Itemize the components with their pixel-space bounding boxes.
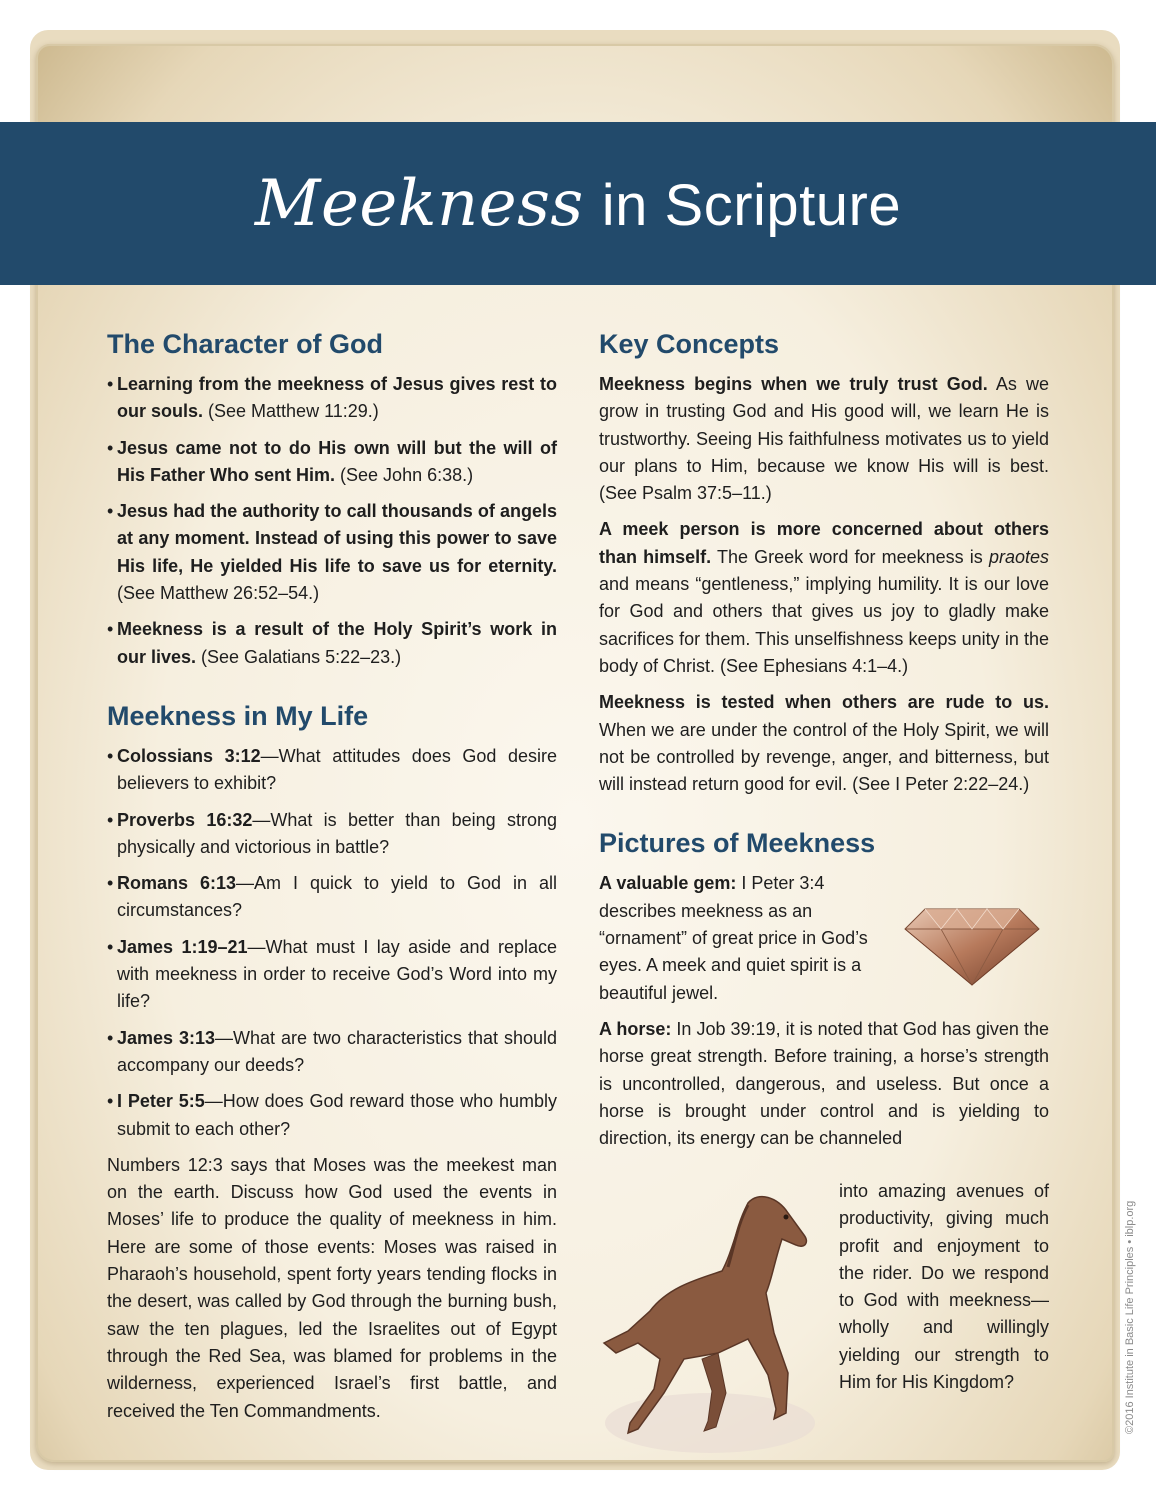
- gem-paragraph: A valuable gem: I Peter 3:4 describes meekness as an “ornament” of great price in God’s eyes. A meek and quiet spirit is a beautiful jewel.: [599, 870, 1049, 1006]
- character-list: [107, 371, 557, 671]
- list-item: • Jesus came not to do His own will but the will of His Father Who sent Him. (See John 6:38.): [107, 435, 557, 490]
- list-item: • Romans 6:13—Am I quick to yield to God in all circumstances?: [107, 870, 557, 925]
- heading-character-of-god: The Character of God: [107, 329, 384, 359]
- moses-paragraph: Numbers 12:3 says that Moses was the meekest man on the earth. Discuss how God used the events in Moses’ life to produce the quality of meekness in him. Here are some of those events: Moses was raised in Pharaoh’s household, spent forty years tending flocks in the desert, was called by God through the burning bush, saw the ten plagues, led the Israelites out of Egypt through the Red Sea, was blamed for problems in the wilderness, experienced Israel’s first battle, and received the Ten Commandments.: [107, 1154, 557, 1421]
- concept-tested: Meekness is tested when others are rude to us. When we are under the control of the Holy Spirit, we will not be controlled by revenge, anger, and bitterness, but will instead return good for evil. (See I Peter 2:22–24.): [599, 692, 1049, 795]
- list-item: • Proverbs 16:32—What is better than being strong physically and victorious in battle?: [107, 807, 557, 862]
- list-item: • James 1:19–21—What must I lay aside and replace with meekness in order to receive God’s Word into my life?: [107, 934, 557, 1016]
- title-rest: in Scripture: [601, 172, 902, 238]
- title-banner: [0, 122, 1156, 285]
- mylife-list: [107, 743, 557, 1143]
- right-column: [599, 325, 1049, 1161]
- list-item: • Colossians 3:12—What attitudes does God desire believers to exhibit?: [107, 743, 557, 798]
- list-item: • Meekness is a result of the Holy Spirit’s work in our lives. (See Galatians 5:22–23.): [107, 616, 557, 671]
- horse-paragraph-continued: into amazing avenues of productivity, giving much profit and enjoyment to the rider. Do we respond to God with meekness—wholly and willingly yielding our strength to Him for His Kingdom?: [839, 1181, 1049, 1393]
- page-title: [255, 167, 901, 241]
- concept-others: A meek person is more concerned about others than himself. The Greek word for meekness is praotes and means “gentleness,” implying humility. It is our love for God and others that gives us joy to gladly make sacrifices for them. This unselfishness keeps unity in the body of Christ. (See Ephesians 4:1–4.): [599, 519, 1050, 676]
- heading-meekness-in-my-life: Meekness in My Life: [107, 700, 369, 731]
- list-item: • James 3:13—What are two characteristics that should accompany our deeds?: [107, 1025, 557, 1080]
- horse-illustration: [598, 1183, 830, 1463]
- gem-icon: [903, 905, 1041, 987]
- left-column: [107, 325, 557, 1434]
- title-script-word: Meekness: [254, 166, 584, 241]
- horse-paragraph: A horse: In Job 39:19, it is noted that God has given the horse great strength. Before training, a horse’s strength is uncontrolled, dangerous, and useless. But once a horse is brought under control and is yielding to direction, its energy can be channeled: [599, 1018, 1050, 1149]
- heading-pictures-of-meekness: Pictures of Meekness: [599, 828, 876, 859]
- list-item: • Learning from the meekness of Jesus gives rest to our souls. (See Matthew 11:29.): [107, 371, 557, 426]
- list-item: • Jesus had the authority to call thousands of angels at any moment. Instead of using this power to save His life, He yielded His life to save us for eternity. (See Matthew 26:52–54.): [107, 498, 557, 607]
- concept-trust: Meekness begins when we truly trust God. As we grow in trusting God and His good will, we learn He is trustworthy. Seeing His faithfulness motivates us to yield our plans to Him, because we know His will is best. (See Psalm 37:5–11.): [599, 374, 1049, 504]
- copyright-notice: ©2016 Institute in Basic Life Principles • iblp.org: [1124, 1200, 1136, 1434]
- heading-key-concepts: Key Concepts: [599, 329, 780, 359]
- list-item: • I Peter 5:5—How does God reward those who humbly submit to each other?: [107, 1088, 557, 1143]
